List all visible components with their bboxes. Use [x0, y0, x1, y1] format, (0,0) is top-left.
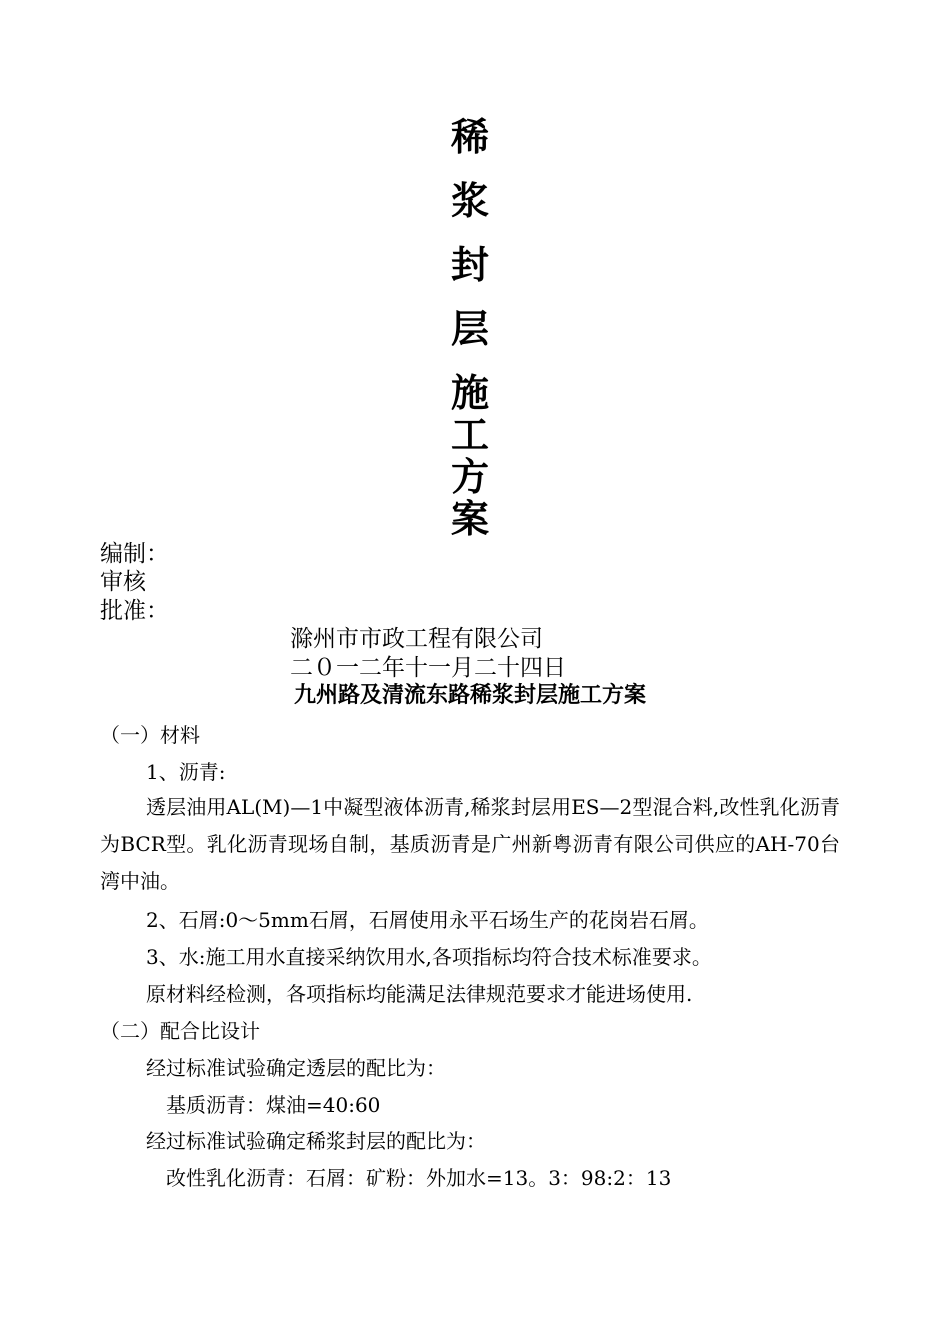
paragraph: 透层油用AL(M)—1中凝型液体沥青,稀浆封层用ES—2型混合料,改性乳化沥青为BCR型。乳化沥青现场自制，基质沥青是广州新粤沥青有限公司供应的AH-70台湾中油。 — [100, 795, 840, 893]
paragraph: 2、石屑:0～5mm石屑，石屑使用永平石场生产的花岗岩石屑。 — [146, 908, 709, 932]
paragraph: 经过标准试验确定稀浆封层的配比为： — [146, 1129, 486, 1153]
document-heading: 九州路及清流东路稀浆封层施工方案 — [293, 683, 646, 708]
ratio-line: 改性乳化沥青：石屑：矿粉：外加水=13。3：98:2：13 — [166, 1166, 672, 1190]
cover-title-char: 层 — [450, 307, 489, 351]
cover-title-char: 浆 — [450, 179, 489, 223]
section-title: （一）材料 — [100, 723, 200, 747]
cover-title-char: 稀 — [450, 115, 489, 159]
cover-title — [440, 115, 500, 541]
item-title: 1、沥青: — [146, 760, 226, 784]
document-date: 二０一二年十一月二十四日 — [290, 655, 566, 681]
approved-by-label: 批准： — [100, 598, 169, 624]
paragraph: 3、水:施工用水直接采纳饮用水,各项指标均符合技术标准要求。 — [146, 945, 712, 969]
company-name: 滁州市市政工程有限公司 — [290, 626, 543, 652]
cover-title-char: 工 — [450, 413, 489, 457]
compiled-by-label: 编制： — [100, 541, 169, 567]
ratio-line: 基质沥青：煤油=40:60 — [166, 1093, 381, 1117]
section-title: （二）配合比设计 — [100, 1019, 260, 1043]
paragraph: 经过标准试验确定透层的配比为： — [146, 1056, 446, 1080]
cover-title-char: 封 — [450, 243, 489, 287]
paragraph: 原材料经检测，各项指标均能满足法律规范要求才能进场使用. — [146, 982, 693, 1006]
reviewed-by-label: 审核 — [100, 569, 146, 595]
cover-title-char: 案 — [450, 497, 489, 541]
cover-title-char: 施 — [450, 371, 489, 415]
cover-title-char: 方 — [450, 455, 489, 499]
